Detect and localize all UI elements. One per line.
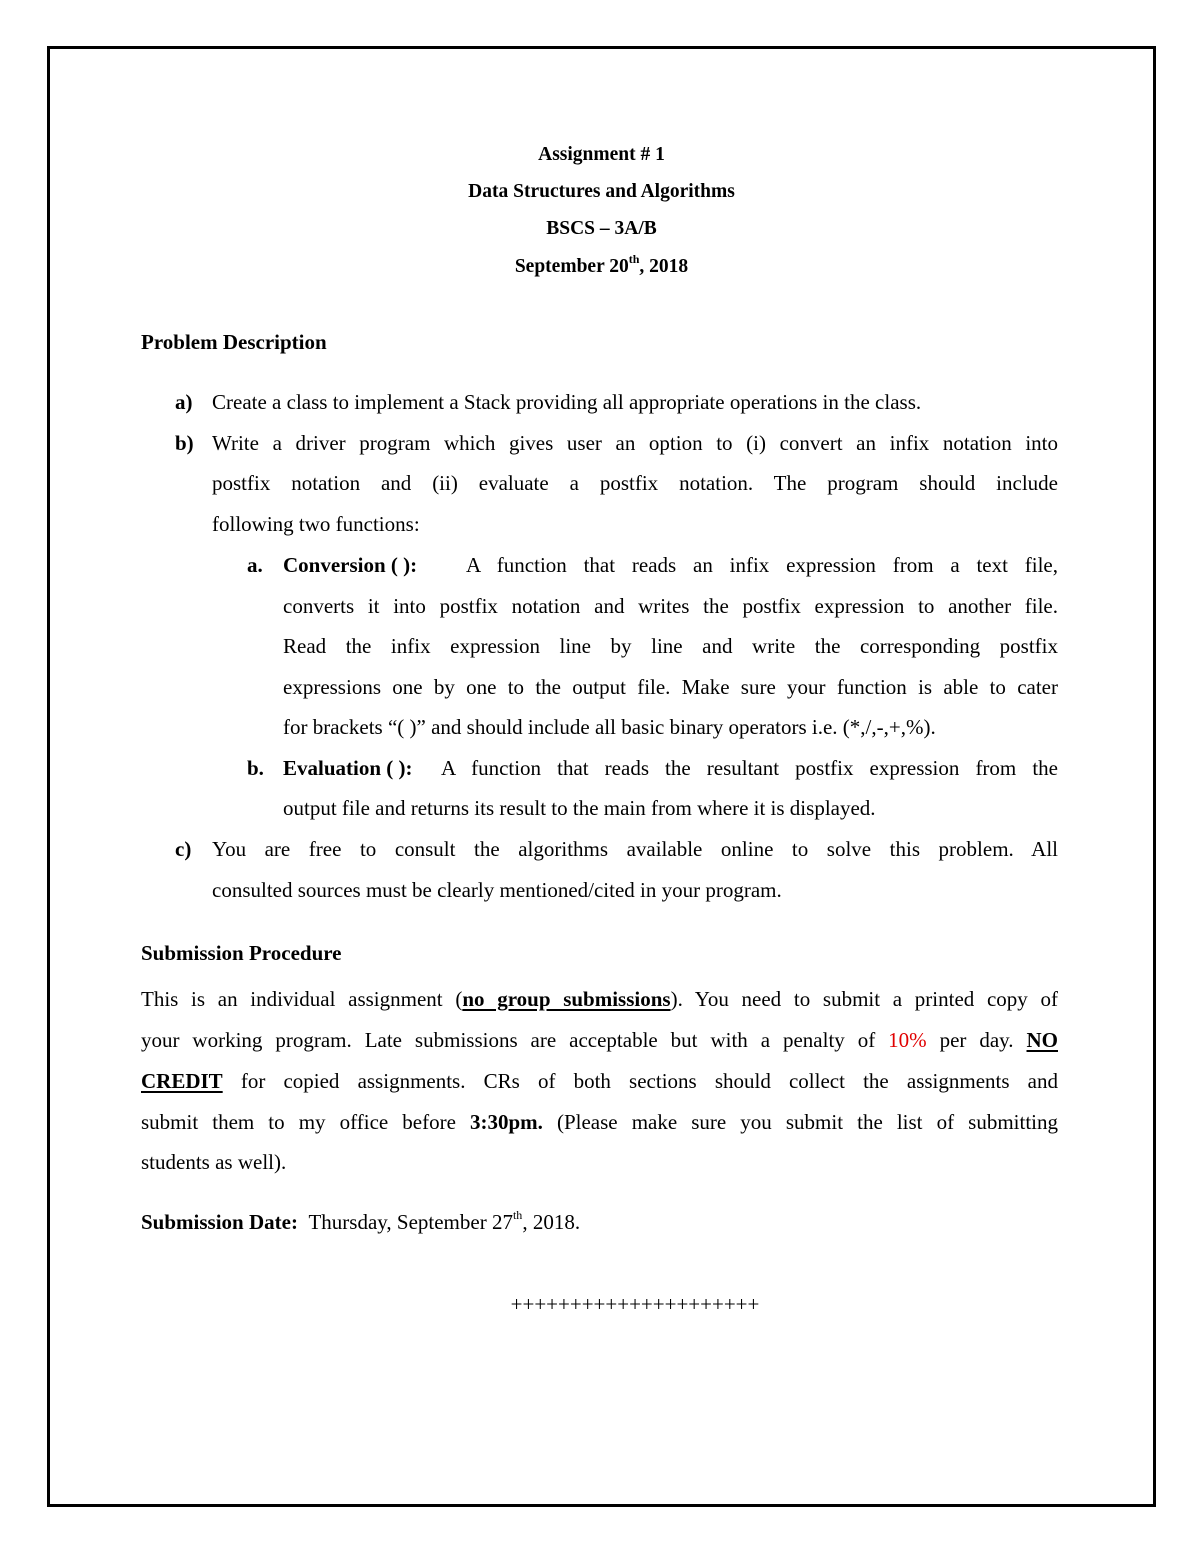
submission-date (141, 1209, 580, 1235)
no-credit-credit: CREDIT (141, 1069, 223, 1093)
end-separator: +++++++++++++++++++++ (510, 1292, 760, 1316)
conversion-function-name: Conversion ( ): (283, 553, 418, 577)
submission-line2 (141, 1027, 1058, 1053)
item-c-line2: consulted sources must be clearly mentioned/cited in your program. (212, 878, 782, 902)
submission-l1-c: ). You need to submit a printed copy of (670, 987, 1058, 1011)
issue-date-prefix: September 20 (514, 256, 629, 277)
submission-line5: students as well). (141, 1150, 287, 1174)
item-b-line2: postfix notation and (ii) evaluate a postfix notation. The program should include (212, 471, 1058, 495)
course-name: Data Structures and Algorithms (468, 181, 735, 202)
item-a-label: a) (175, 390, 193, 414)
sub-a-line4: expressions one by one to the output file. Make sure your function is able to cater (283, 675, 1058, 699)
sub-b-label: b. (247, 756, 264, 780)
item-c-label: c) (175, 837, 192, 861)
sub-a-line5: for brackets “( )” and should include all basic binary operators i.e. (*,/,-,+,%). (283, 715, 936, 739)
submission-l1-a: This is an individual assignment ( (141, 987, 463, 1011)
submission-l2-a: your working program. Late submissions are acceptable but with a penalty of (141, 1028, 889, 1052)
item-c-line1: You are free to consult the algorithms available online to solve this problem. All (212, 837, 1058, 861)
submission-line3 (141, 1068, 1058, 1094)
penalty-percent: 10% (888, 1028, 927, 1052)
submission-l4-a: submit them to my office before (141, 1110, 470, 1134)
submission-date-sup: th (512, 1208, 523, 1222)
section-name: BSCS – 3A/B (546, 218, 657, 239)
submission-date-label: Submission Date: (141, 1210, 298, 1234)
sub-b-line1: A function that reads the resultant postfix expression from the (441, 756, 1058, 780)
issue-date (47, 251, 1156, 279)
issue-date-suffix: , 2018 (639, 256, 689, 277)
submission-date-prefix: Thursday, September 27 (308, 1210, 513, 1234)
submission-l4-c: (Please make sure you submit the list of submitting (542, 1110, 1059, 1134)
submission-heading: Submission Procedure (141, 941, 342, 965)
submission-line1 (141, 986, 1058, 1012)
sub-a-line3: Read the infix expression line by line and write the corresponding postfix (283, 634, 1058, 658)
sub-b-line2: output file and returns its result to the main from where it is displayed. (283, 796, 876, 820)
assignment-title: Assignment # 1 (538, 144, 665, 165)
problem-heading: Problem Description (141, 330, 327, 354)
issue-date-sup: th (628, 251, 640, 266)
evaluation-function-name: Evaluation ( ): (283, 756, 413, 780)
submission-l3-b: for copied assignments. CRs of both sections should collect the assignments and (222, 1069, 1058, 1093)
item-b-line3: following two functions: (212, 512, 420, 536)
sub-a-line1: A function that reads an infix expression from a text file, (466, 553, 1058, 577)
item-b-line1: Write a driver program which gives user an option to (i) convert an infix notation into (212, 431, 1058, 455)
deadline-time: 3:30pm. (469, 1110, 543, 1134)
sub-a-line2: converts it into postfix notation and writes the postfix expression to another file. (283, 594, 1058, 618)
item-b-label: b) (175, 431, 194, 455)
submission-date-suffix: , 2018. (522, 1210, 581, 1234)
sub-a-label: a. (247, 553, 263, 577)
submission-l2-b: per day. (926, 1028, 1027, 1052)
no-credit-no: NO (1026, 1028, 1058, 1052)
no-group-submissions: no group submissions (462, 987, 671, 1011)
item-a-text: Create a class to implement a Stack providing all appropriate operations in the class. (212, 390, 922, 414)
submission-line4 (141, 1109, 1058, 1135)
